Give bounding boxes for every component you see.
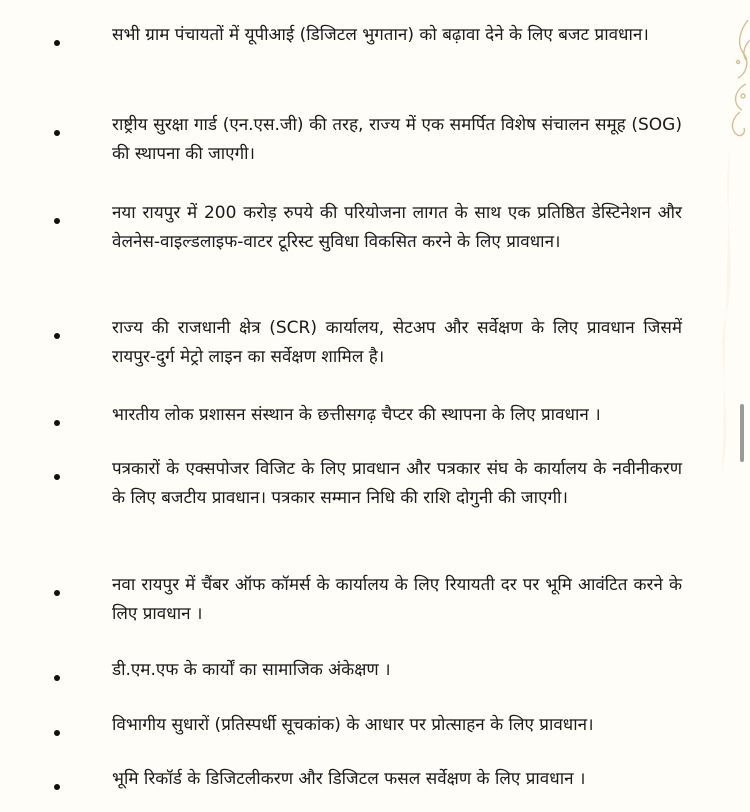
list-item-text: सभी ग्राम पंचायतों में यूपीआई (डिजिटल भुगतान) को बढ़ावा देने के लिए बजट प्रावधान। <box>112 25 649 45</box>
list-item-text: भूमि रिकॉर्ड के डिजिटलीकरण और डिजिटल फसल सर्वेक्षण के लिए प्रावधान । <box>112 769 586 789</box>
bullet-icon <box>54 218 60 224</box>
bullet-icon <box>54 333 60 339</box>
list-item-text: पत्रकारों के एक्सपोजर विजिट के लिए प्रावधान और पत्रकार संघ के कार्यालय के नवीनीकरण के लिए बजटीय प्रावधान। पत्रकार सम्मान निधि की राशि दोगुनी की जाएगी। <box>112 459 682 508</box>
bullet-icon <box>54 474 60 480</box>
list-item-text: विभागीय सुधारों (प्रतिस्पर्धी सूचकांक) के आधार पर प्रोत्साहन के लिए प्रावधान। <box>112 715 594 735</box>
bullet-icon <box>54 784 60 790</box>
list-item-text: राज्य की राजधानी क्षेत्र (SCR) कार्यालय, सेटअप और सर्वेक्षण के लिए प्रावधान जिसमें रायपुर-दुर्ग मेट्रो लाइन का सर्वेक्षण शामिल है। <box>112 318 682 367</box>
bullet-icon <box>54 590 60 596</box>
list-item-text: राष्ट्रीय सुरक्षा गार्ड (एन.एस.जी) की तरह, राज्य में एक समर्पित विशेष संचालन समूह (SOG) की स्थापना की जाएगी। <box>112 115 682 164</box>
bullet-icon <box>54 730 60 736</box>
floral-border-ornament <box>710 0 750 812</box>
bullet-icon <box>54 675 60 681</box>
bullet-icon <box>54 420 60 426</box>
list-item-text: भारतीय लोक प्रशासन संस्थान के छत्तीसगढ़ चैप्टर की स्थापना के लिए प्रावधान । <box>112 405 601 425</box>
bullet-icon <box>54 130 60 136</box>
list-item-text: नया रायपुर में 200 करोड़ रुपये की परियोजना लागत के साथ एक प्रतिष्ठित डेस्टिनेशन और वेलनेस-वाइल्डलाइफ-वाटर टूरिस्ट सुविधा विकसित करने के लिए प्रावधान। <box>112 203 682 252</box>
bullet-icon <box>54 40 60 46</box>
list-item-text: डी.एम.एफ के कार्यों का सामाजिक अंकेक्षण । <box>112 660 391 680</box>
scrollbar-thumb[interactable] <box>740 404 744 462</box>
list-item-text: नवा रायपुर में चैंबर ऑफ कॉमर्स के कार्यालय के लिए रियायती दर पर भूमि आवंटित करने के लिए प्रावधान । <box>112 575 682 624</box>
